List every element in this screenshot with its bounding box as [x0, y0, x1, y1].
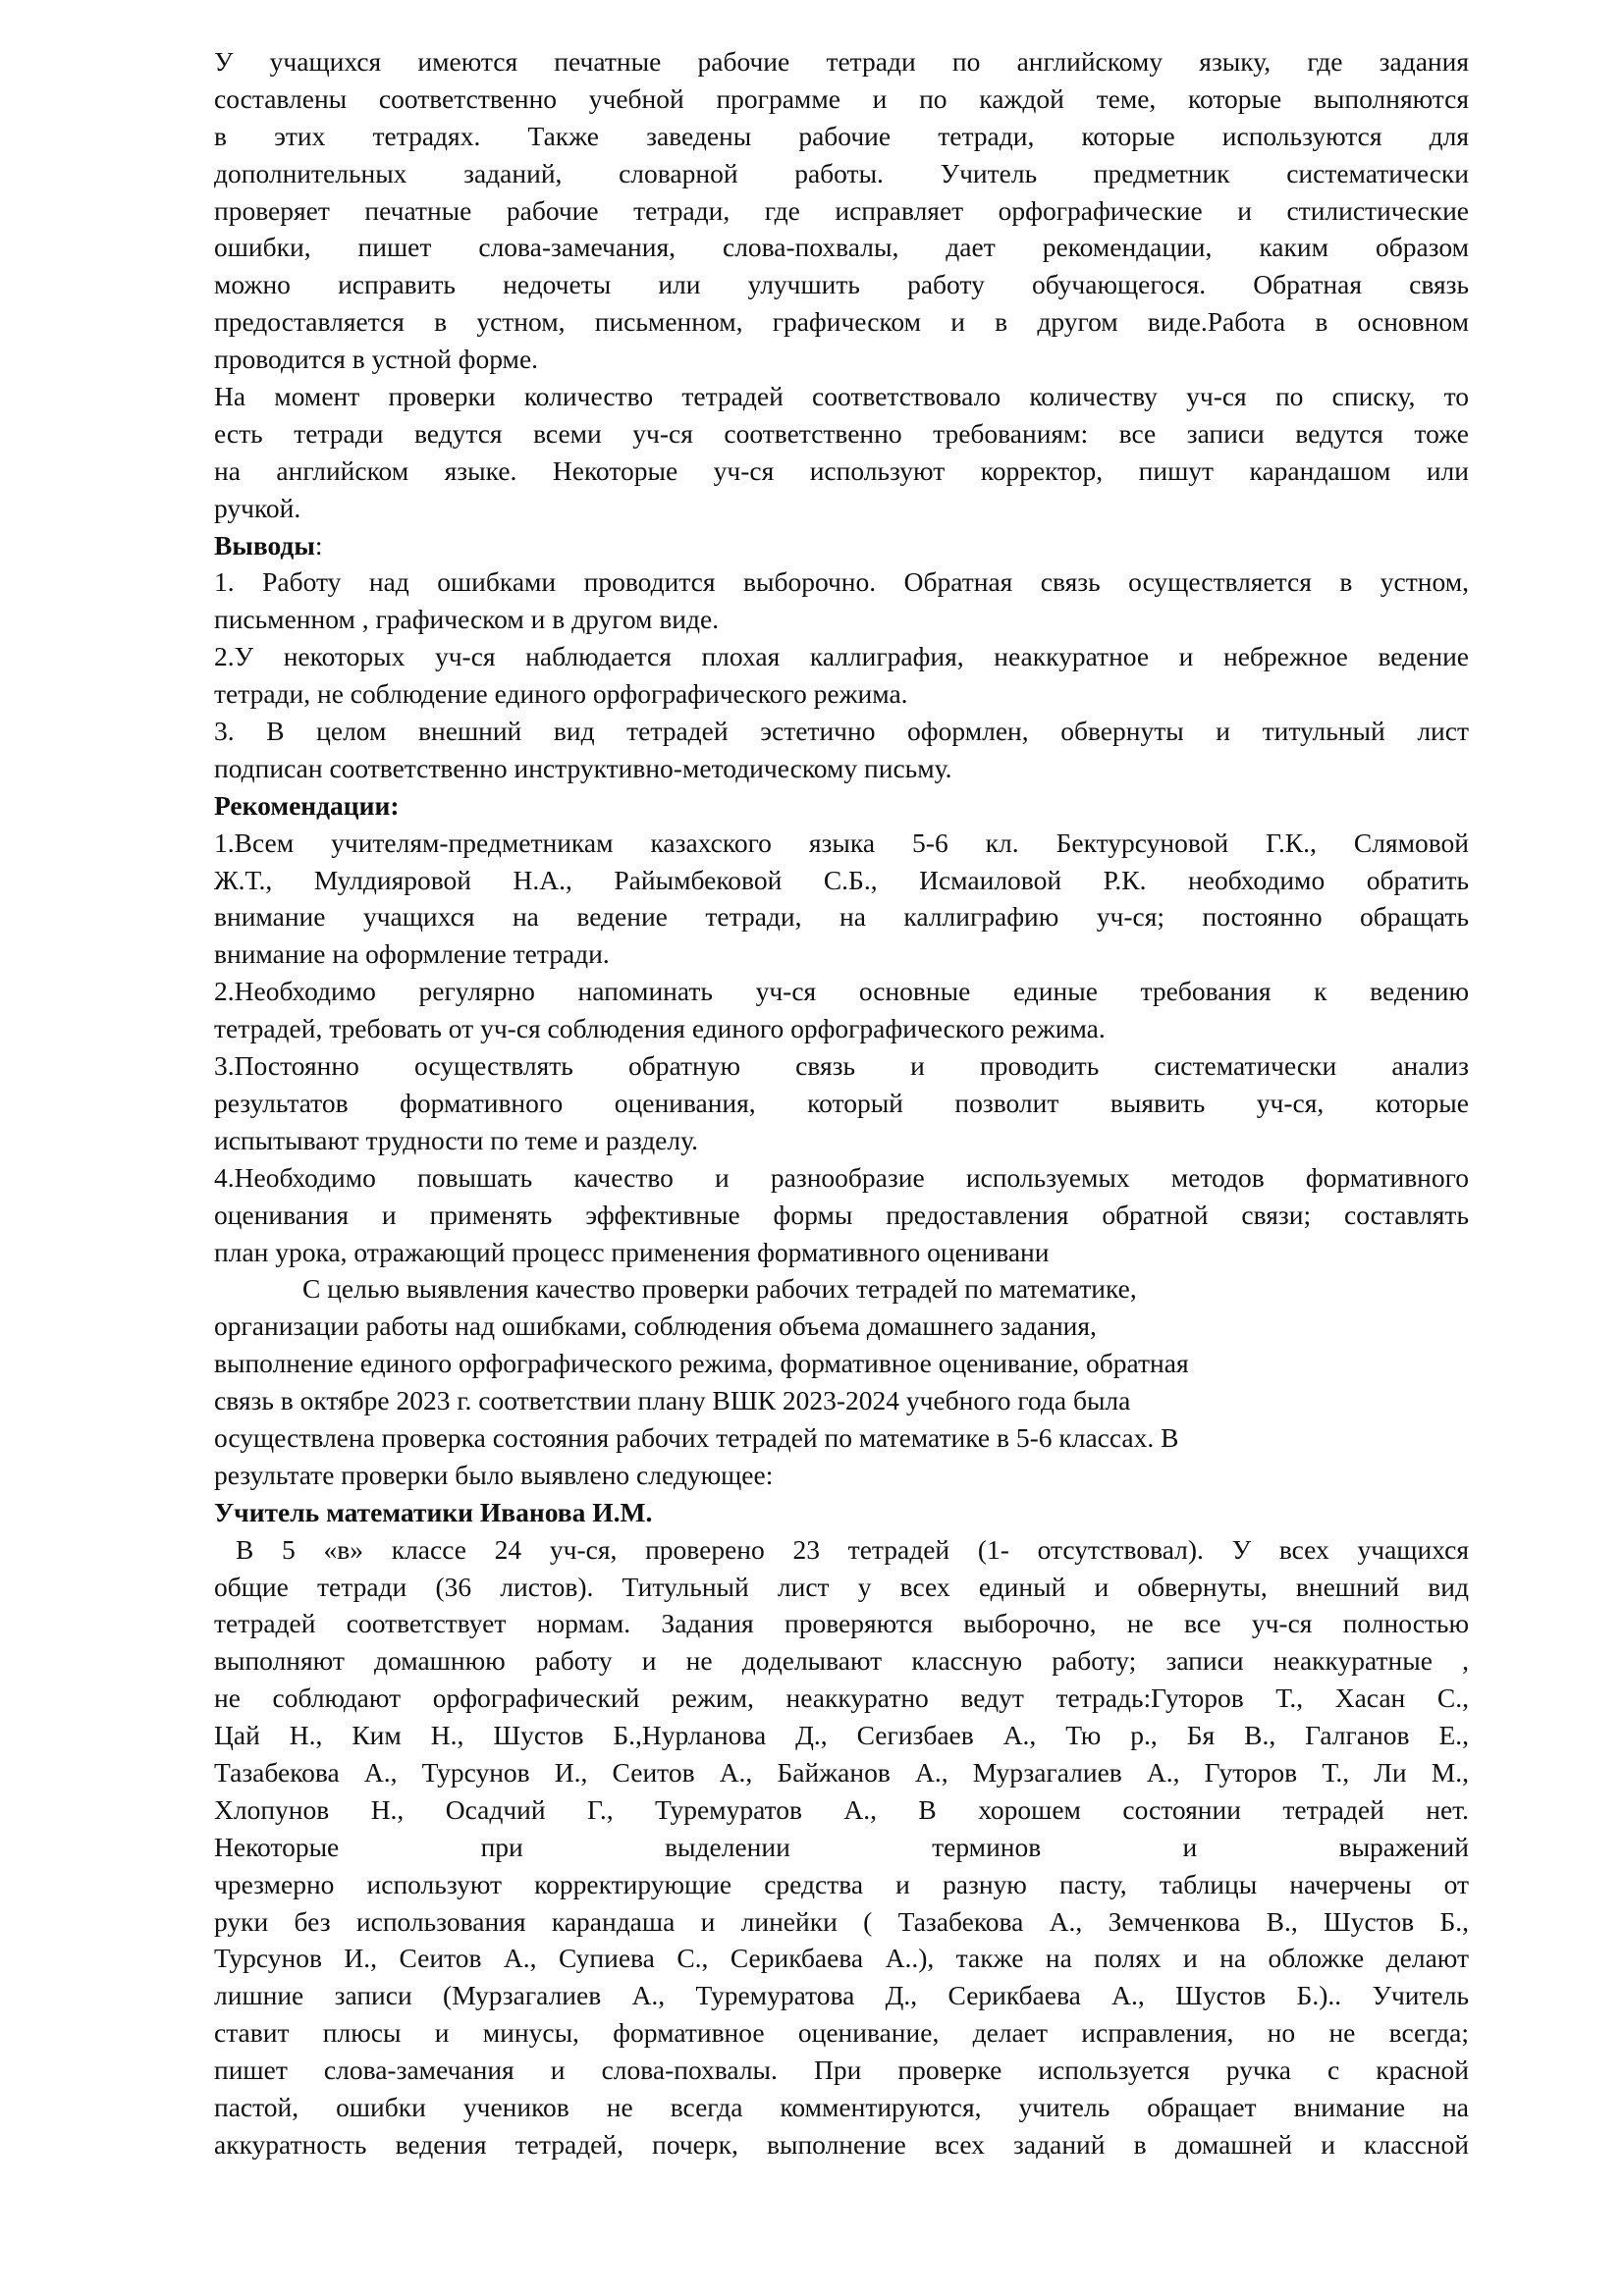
text-line: проводится в устной форме. [214, 344, 539, 375]
document-page [214, 43, 1469, 2163]
text-line: предоставляется в устном, письменном, графическом и в другом виде.Работа в основном [214, 306, 1469, 338]
text-line: 2.Необходимо регулярно напоминать уч-ся основные единые требования к ведению [214, 976, 1469, 1007]
text-line: Хлопунов Н., Осадчий Г., Туремуратов А., В хорошем состоянии тетрадей нет. [214, 1793, 1469, 1825]
conclusion-item [214, 713, 1469, 787]
text-line: организации работы над ошибками, соблюдения объема домашнего задания, [214, 1310, 1097, 1342]
text-line: В 5 «в» классе 24 уч-ся, проверено 23 тетрадей (1- отсутствовал). У всех учащихся [236, 1533, 1469, 1565]
text-line: 1. Работу над ошибками проводится выборочно. Обратная связь осуществляется в устном, [214, 566, 1469, 598]
text-line: составлены соответственно учебной программе и по каждой теме, которые выполняются [214, 82, 1469, 114]
text-line: выполнение единого орфографического режима, формативное оценивание, обратная [214, 1348, 1189, 1379]
text-line: можно исправить недочеты или улучшить работу обучающегося. Обратная связь [214, 269, 1469, 300]
check-paragraph [214, 378, 1469, 527]
text-line: результатов формативного оценивания, который позволит выявить уч-ся, которые [214, 1087, 1469, 1118]
recommendation-item [214, 973, 1469, 1047]
text-line: письменном , графическом и в другом виде. [214, 604, 720, 635]
text-line: тетрадей соответствует нормам. Задания проверяются выборочно, не все уч-ся полностью [214, 1608, 1469, 1639]
text-line: выполняют домашнюю работу и не доделывают классную работу; записи неаккуратные , [214, 1645, 1469, 1677]
text-line: аккуратность ведения тетрадей, почерк, выполнение всех заданий в домашней и классной [214, 2128, 1469, 2160]
text-line: связь в октябре 2023 г. соответствии плану ВШК 2023-2024 учебного года была [214, 1385, 1131, 1416]
conclusion-item [214, 563, 1469, 638]
text-line: 3.Постоянно осуществлять обратную связь и проводить систематически анализ [214, 1050, 1469, 1082]
text-line: руки без использования карандаша и линейки ( Тазабекова А., Земченкова В., Шустов Б., [214, 1905, 1469, 1937]
text-line: 1.Всем учителям-предметникам казахского языка 5-6 кл. Бектурсуновой Г.К., Слямовой [214, 827, 1469, 858]
text-line: на английском языке. Некоторые уч-ся используют корректор, пишут карандашом или [214, 454, 1469, 486]
text-line: внимание на оформление тетради. [214, 938, 610, 970]
text-line: план урока, отражающий процесс применения формативного оценивани [214, 1236, 1050, 1267]
text-line: С целью выявления качество проверки рабочих тетрадей по математике, [302, 1273, 1137, 1305]
text-line: У учащихся имеются печатные рабочие тетради по английскому языку, где задания [214, 46, 1469, 77]
text-line: лишние записи (Мурзагалиев А., Туремуратова Д., Серикбаева А., Шустов Б.).. Учитель [214, 1980, 1469, 2011]
conclusions-heading-text: Выводы [214, 529, 315, 561]
conclusion-item [214, 638, 1469, 713]
recommendation-item [214, 825, 1469, 974]
teacher-paragraph [214, 1531, 1469, 2163]
text-line: 2.У некоторых уч-ся наблюдается плохая каллиграфия, неаккуратное и небрежное ведение [214, 641, 1469, 672]
text-line: Цай Н., Ким Н., Шустов Б.,Нурланова Д., Сегизбаев А., Тю р., Бя В., Галганов Е., [214, 1720, 1469, 1751]
conclusions-heading-colon: : [314, 529, 323, 561]
text-line: ставит плюсы и минусы, формативное оценивание, делает исправления, но не всегда; [214, 2017, 1469, 2049]
text-line: чрезмерно используют корректирующие средства и разную пасту, таблицы начерчены от [214, 1868, 1469, 1899]
recommendations-heading: Рекомендации: [214, 789, 400, 821]
intro-paragraph [214, 43, 1469, 378]
text-line: ошибки, пишет слова-замечания, слова-похвалы, дает рекомендации, каким образом [214, 232, 1469, 263]
math-intro-paragraph [214, 1270, 1469, 1493]
text-line: подписан соответственно инструктивно-методическому письму. [214, 752, 952, 783]
recommendations-section [214, 787, 1469, 1271]
text-line: общие тетради (36 листов). Титульный лист у всех единый и обвернуты, внешний вид [214, 1571, 1469, 1602]
text-line: проверяет печатные рабочие тетради, где исправляет орфографические и стилистические [214, 194, 1469, 226]
text-line: внимание учащихся на ведение тетради, на каллиграфию уч-ся; постоянно обращать [214, 901, 1469, 933]
recommendation-item [214, 1159, 1469, 1271]
text-line: тетрадей, требовать от уч-ся соблюдения единого орфографического режима. [214, 1013, 1106, 1044]
text-line: пастой, ошибки учеников не всегда комментируются, учитель обращает внимание на [214, 2091, 1469, 2122]
text-line: Турсунов И., Сеитов А., Супиева С., Серикбаева А..), также на полях и на обложке делают [214, 1943, 1469, 1974]
text-line: в этих тетрадях. Также заведены рабочие тетради, которые используются для [214, 120, 1469, 151]
teacher-heading: Учитель математики Иванова И.М. [214, 1496, 653, 1527]
text-line: оценивания и применять эффективные формы предоставления обратной связи; составлять [214, 1199, 1469, 1230]
text-line: дополнительных заданий, словарной работы. Учитель предметник систематически [214, 157, 1469, 188]
text-line: испытывают трудности по теме и разделу. [214, 1124, 698, 1155]
text-line: На момент проверки количество тетрадей соответствовало количеству уч-ся по списку, то [214, 381, 1469, 412]
text-line: Тазабекова А., Турсунов И., Сеитов А., Байжанов А., Мурзагалиев А., Гуторов Т., Ли М., [214, 1756, 1469, 1788]
text-line: тетради, не соблюдение единого орфографического режима. [214, 678, 908, 710]
recommendation-item [214, 1047, 1469, 1159]
conclusions-section [214, 527, 1469, 787]
text-line: Ж.Т., Мулдияровой Н.А., Райымбековой С.Б., Исмаиловой Р.К. необходимо обратить [214, 864, 1469, 895]
text-line: пишет слова-замечания и слова-похвалы. При проверке используется ручка с красной [214, 2055, 1469, 2086]
text-line: результате проверки было выявлено следующее: [214, 1459, 774, 1490]
text-line: есть тетради ведутся всеми уч-ся соответственно требованиям: все записи ведутся тоже [214, 417, 1469, 449]
text-line: 3. В целом внешний вид тетрадей эстетично оформлен, обвернуты и титульный лист [214, 716, 1469, 747]
text-line: Некоторые при выделении терминов и выражений [214, 1831, 1469, 1862]
text-line: осуществлена проверка состояния рабочих тетрадей по математике в 5-6 классах. В [214, 1421, 1179, 1453]
text-line: не соблюдают орфографический режим, неаккуратно ведут тетрадь:Гуторов Т., Хасан С., [214, 1682, 1469, 1714]
text-line: ручкой. [214, 492, 301, 523]
conclusions-heading [214, 527, 1469, 564]
text-line: 4.Необходимо повышать качество и разнообразие используемых методов формативного [214, 1161, 1469, 1193]
